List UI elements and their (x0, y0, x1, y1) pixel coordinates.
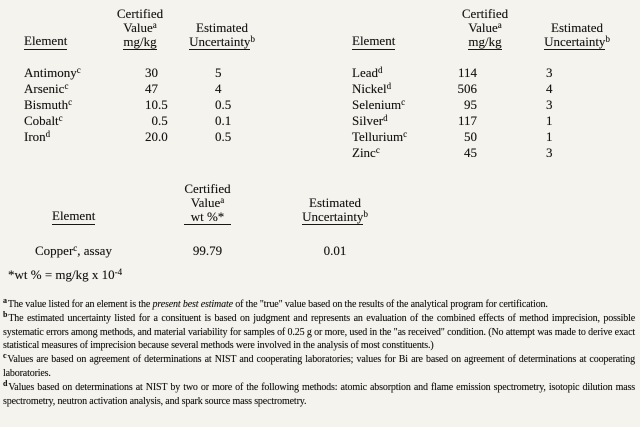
certified-value-decimal (158, 81, 174, 97)
footnotes-section (3, 298, 635, 408)
footnote-a-marker: a (3, 296, 7, 305)
certified-value-decimal (477, 145, 493, 161)
column-header-certified-value (165, 182, 250, 225)
certified-value: 114 (457, 65, 477, 80)
value-label: Value (468, 20, 498, 35)
uncertainty-value: 4 (546, 81, 553, 96)
certified-value-decimal (158, 65, 174, 81)
footnote-c-marker: c (3, 351, 7, 361)
footnote-a-text-post: of the "true" value based on the results of the analytical program for certification. (232, 299, 548, 310)
unit-label: wt %* (184, 210, 232, 225)
uncertainty-label: Uncertainty (544, 34, 606, 49)
footnote-a-text-pre: The value listed for an element is the (7, 299, 153, 310)
table-row (352, 113, 632, 129)
uncertainty-line (167, 35, 277, 50)
uncertainty-footnote-marker: b (605, 34, 610, 44)
element-footnote-marker: d (377, 65, 383, 75)
certified-value: 20 (145, 129, 158, 144)
certified-value-decimal (477, 81, 493, 97)
element-footnote-marker: c (403, 129, 408, 139)
value-label-line (103, 21, 177, 35)
certified-value: 0 (151, 113, 158, 128)
footnote-a-text-italic: present best estimate (152, 299, 233, 310)
uncertainty-line (522, 35, 632, 50)
value-label: Value (123, 20, 153, 35)
element-name: Zinc (352, 145, 376, 160)
table-row (35, 243, 420, 259)
table-header (35, 182, 420, 225)
element-footnote-marker: c (68, 97, 73, 107)
table-body (352, 65, 632, 161)
column-header-uncertainty (522, 21, 632, 50)
footnote-d (3, 378, 635, 409)
uncertainty-value: 5 (215, 65, 222, 80)
element-name: Arsenic (24, 81, 65, 96)
column-header-certified-value (448, 7, 522, 50)
element-name: Antimony (24, 65, 77, 80)
table-row (352, 65, 632, 81)
value-footnote-marker: a (220, 195, 225, 205)
footnote-b-marker: b (3, 309, 8, 319)
footnote-a (3, 298, 635, 312)
certified-value: 117 (457, 113, 477, 128)
element-name: Selenium (352, 97, 402, 112)
uncertainty-value: 0.5 (215, 129, 232, 144)
table-row (24, 81, 304, 97)
certified-label: Certified (116, 6, 164, 21)
table-row (24, 97, 304, 113)
table-header (24, 7, 304, 50)
uncertainty-value: 0.5 (215, 97, 232, 112)
uncertainty-value: 3 (546, 97, 553, 112)
table-row (24, 65, 304, 81)
uncertainty-footnote-marker: b (250, 34, 255, 44)
uncertainty-value: 3 (546, 145, 553, 160)
estimated-label: Estimated (551, 20, 603, 35)
certified-value-decimal (477, 97, 493, 113)
uncertainty-value: 4 (215, 81, 222, 96)
footnote-c-text: Values are based on agreement of determinations at NIST and cooperating laboratories; values for Bi are based on agreement of determinations at cooperating laboratories. (3, 354, 635, 379)
uncertainty-label: Uncertainty (189, 34, 251, 49)
element-footnote-marker: c (401, 97, 406, 107)
certified-value: 47 (145, 81, 158, 96)
element-name: Nickel (352, 81, 387, 96)
element-footnote-marker: c (73, 243, 78, 253)
table-body (24, 65, 304, 145)
estimated-label: Estimated (196, 20, 248, 35)
column-header-element (35, 208, 165, 225)
element-name: Silver (352, 113, 384, 128)
unit-line (165, 210, 250, 225)
certified-value-decimal (477, 113, 493, 129)
footnote-c (3, 353, 635, 381)
element-header-label: Element (52, 208, 96, 223)
column-header-certified-value (103, 7, 177, 50)
uncertainty-value: 1 (546, 113, 553, 128)
table-copper-assay (35, 182, 420, 259)
certified-value: 50 (464, 129, 477, 144)
element-name: Tellurium (352, 129, 404, 144)
table-certified-values-left (24, 7, 304, 145)
element-footnote-marker: c (76, 65, 81, 75)
element-header-label: Element (24, 33, 68, 48)
table-body (35, 243, 420, 259)
table-row (352, 129, 632, 145)
uncertainty-value: 3 (546, 65, 553, 80)
certified-value-decimal (477, 129, 493, 145)
footnote-b (3, 309, 635, 353)
certified-value-decimal (477, 65, 493, 81)
table-row (24, 129, 304, 145)
certified-value: 99.79 (192, 243, 223, 258)
element-name: Lead (352, 65, 378, 80)
value-footnote-marker: a (152, 20, 157, 30)
table-row (352, 145, 632, 161)
certified-value-decimal: .5 (158, 113, 168, 128)
certified-value: 45 (464, 145, 477, 160)
unit-line (448, 35, 522, 50)
element-header-label: Element (352, 33, 396, 48)
uncertainty-footnote-marker: b (363, 209, 368, 219)
element-footnote-marker: d (386, 81, 392, 91)
footnote-d-marker: d (3, 378, 8, 388)
footnote-d-text: Values based on determinations at NIST by two or more of the following methods: atomic absorption and flame emission spectrometry, isotopic dilution mass spectrometry, neutron activation analysis, and spark source mass spectrometry. (3, 381, 635, 407)
value-label: Value (190, 195, 221, 210)
uncertainty-value: 0.1 (215, 113, 232, 128)
table-row (352, 97, 632, 113)
uncertainty-line (250, 210, 420, 225)
certified-value-decimal: .0 (158, 129, 168, 144)
certified-value: 506 (457, 81, 477, 96)
unit-label: mg/kg (123, 34, 157, 49)
estimated-label: Estimated (309, 195, 361, 210)
certified-value: 30 (145, 65, 158, 80)
element-footnote-marker: c (58, 113, 63, 123)
value-footnote-marker: a (497, 20, 502, 30)
element-footnote-marker: d (383, 113, 388, 123)
wt-percent-conversion-note (8, 267, 122, 283)
element-name: Cobalt (24, 113, 59, 128)
table-row (352, 81, 632, 97)
element-name: Copper (35, 243, 74, 258)
value-label-line (448, 21, 522, 35)
element-name: Bismuth (24, 97, 69, 112)
uncertainty-label: Uncertainty (302, 209, 364, 224)
element-footnote-marker: c (64, 81, 69, 91)
unit-line (103, 35, 177, 50)
column-header-element (352, 33, 448, 50)
element-name-suffix: , assay (77, 243, 112, 258)
certified-value: 10 (145, 97, 158, 112)
uncertainty-value: 1 (546, 129, 553, 144)
footnote-b-text: The estimated uncertainty listed for a consituent is based on judgment and represents an evaluation of the combined effects of method imprecision, possible systematic errors among methods, and material variability for samples of 0.25 g or more, used in the "as received" condition. (No attempt was made to derive exact statistical measures of imprecision because several methods were involved in the analysis of most constituents.) (3, 312, 635, 352)
element-name: Iron (24, 129, 46, 144)
certified-label: Certified (184, 181, 231, 196)
unit-label: mg/kg (468, 34, 502, 49)
column-header-uncertainty (250, 196, 420, 225)
certified-value-decimal: .5 (158, 97, 168, 112)
conversion-text: *wt % = mg/kg x 10 (8, 267, 115, 282)
certified-value: 95 (464, 97, 477, 112)
element-footnote-marker: d (45, 129, 51, 139)
conversion-exponent: -4 (114, 267, 123, 277)
table-row (24, 113, 304, 129)
table-certified-values-right (352, 7, 632, 161)
element-footnote-marker: c (375, 145, 380, 155)
column-header-uncertainty (167, 21, 277, 50)
value-label-line (165, 196, 250, 210)
uncertainty-value: 0.01 (323, 243, 347, 258)
certified-label: Certified (461, 6, 509, 21)
table-header (352, 7, 632, 50)
